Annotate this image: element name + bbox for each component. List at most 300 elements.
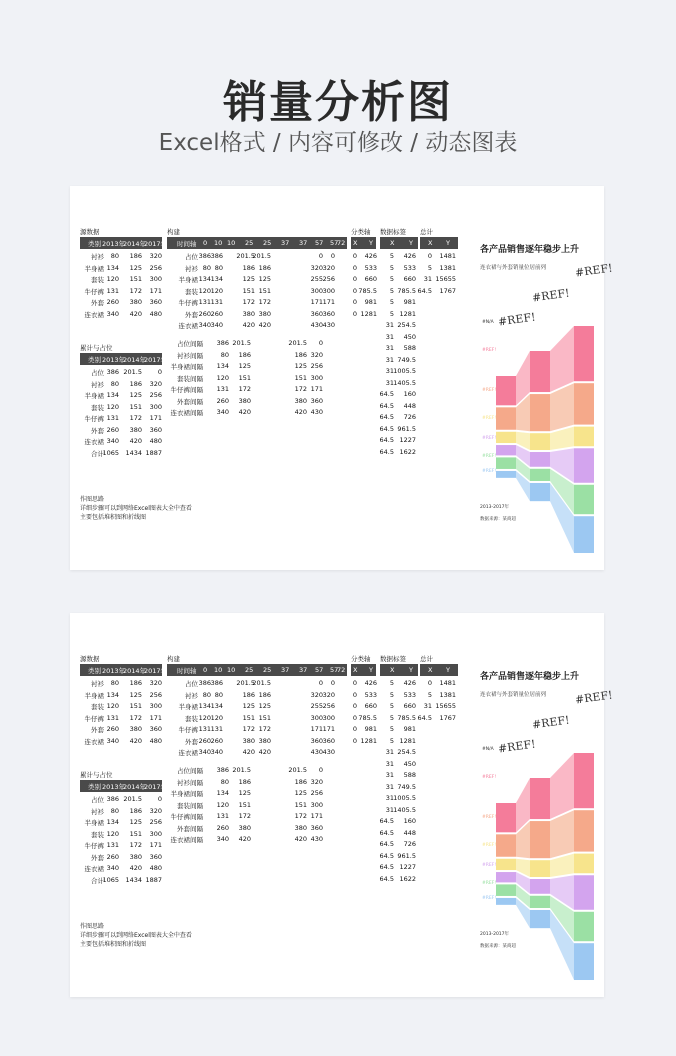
hero-subtitle: Excel格式 / 内容可修改 / 动态图表 [158,130,518,156]
lab-table-cell: 254.5 [397,321,416,329]
acc-table-cell: 外套 [91,853,104,862]
lab-table-cell: 726 [403,413,416,421]
tot-table-cell: 0 [427,679,432,687]
build-table-cell: 171 [322,725,335,733]
lab-table-cell: 64.5 [379,424,394,433]
src-table-cell: 420 [129,736,142,745]
build-table-cell: 380 [258,309,271,318]
acc-table-cell: 1887 [145,448,162,457]
src-table-cell: 260 [106,725,119,733]
bar-套装 [574,875,594,910]
src-table-cell: 套装 [91,703,104,711]
gap-table-cell: 172 [294,385,307,393]
build-table-cell: 0 [330,252,335,260]
build-header-cell: 0 [203,239,208,247]
src-table-cell: 134 [106,263,119,272]
bar-半身裙 [530,469,550,481]
build-header-cell: 37 [281,239,290,247]
div-header-cell: X [353,239,358,247]
gap-table-cell: 134 [216,362,229,370]
build-header-cell: 72 [337,239,346,247]
acc-table-cell: 134 [106,818,119,826]
tot-header-cell: X [428,239,433,247]
bar-半身裙 [496,884,516,896]
src-header [80,237,168,249]
src-table-cell: 340 [106,309,119,318]
acc-table-cell: 360 [149,425,162,434]
acc-table-cell: 260 [106,852,119,861]
div-header [351,237,376,249]
lab-table-cell: 785.5 [397,286,416,295]
build-table-cell: 360 [322,736,335,745]
src-table-cell: 186 [129,252,142,260]
acc-table-cell: 172 [129,841,142,849]
gap-table-cell: 380 [294,396,307,405]
gap-table-cell: 260 [216,396,229,405]
gap-table-cell: 125 [238,362,251,370]
build-table-cell: 300 [310,286,323,295]
src-table-cell: 80 [110,252,119,260]
note-line: 作图思路 [80,923,105,930]
side-label: #REF! [482,469,497,474]
lab-table-cell: 31 [385,748,394,756]
acc-table-cell: 134 [106,391,119,399]
gap-table-cell: 80 [220,777,229,786]
gap-table-cell: 外套间隔 [177,397,203,406]
build-table-cell: 172 [258,725,271,733]
build-table-cell: 300 [322,286,335,295]
bar-半身裙 [574,485,594,514]
acc-table-cell: 320 [149,379,162,388]
bar-套装 [496,445,516,455]
build-table-cell: 0 [330,679,335,687]
acc-table-cell: 172 [129,414,142,422]
bar-外套 [574,383,594,424]
bar-套装 [530,452,550,467]
acc-header-cell: 2017年 [144,356,168,364]
acc-table-cell: 201.5 [123,795,142,803]
bar-连衣裙 [574,326,594,381]
lab-table-cell: 448 [403,828,416,837]
build-table-cell: 340 [210,748,223,756]
lab-table-cell: 64.5 [379,390,394,398]
acc-table-cell: 171 [149,841,162,849]
src-header-cell: 类别 [88,667,101,675]
build-table-cell: 420 [242,748,255,756]
gap-table-cell: 131 [216,385,229,393]
lab-table-cell: 31 [385,344,394,352]
tot-table-cell: 1381 [439,263,456,272]
build-table-cell: 186 [242,690,255,699]
lab-table-cell: 981 [403,298,416,306]
tot-table-cell: 1767 [439,713,456,722]
gap-table-cell: 201.5 [288,766,307,774]
src-header-cell: 2014年 [123,240,147,248]
gap-table-cell: 半身裙间隔 [170,790,203,798]
src-table-cell: 480 [149,309,162,318]
build-table-cell: 430 [310,748,323,756]
build-header-cell: 57 [315,239,324,247]
acc-table-cell: 外套 [91,426,104,435]
gap-table-cell: 420 [238,408,251,416]
side-label-top: #N/A [482,320,494,325]
acc-header-cell: 类别 [88,783,101,791]
build-table-cell: 386 [198,679,211,687]
build-header-cell: 37 [281,666,290,674]
note-line: 详细步骤可以到网络Excel图表大全中查看 [80,505,192,512]
src-table-cell: 260 [106,298,119,306]
acc-table-cell: 386 [106,368,119,376]
src-table-cell: 134 [106,690,119,699]
lab-table-cell: 1227 [399,436,416,444]
lab-table-cell: 31 [385,771,394,779]
lab-header [380,237,418,249]
build-header-cell: 时间轴 [177,240,197,248]
acc-table-cell: 0 [157,795,162,803]
build-table-cell: 134 [198,702,211,710]
build-table-cell: 340 [210,321,223,329]
build-table-cell: 186 [242,263,255,272]
chart-subtitle: 连衣裙与外套销量位居前列 [480,692,547,698]
bar-外套 [530,821,550,858]
acc-table-cell: 171 [149,414,162,422]
src-table-cell: 172 [129,713,142,722]
bar-衬衫 [530,910,550,928]
tot-header [420,237,458,249]
div-label: 分类轴 [351,228,371,236]
bar-半身裙 [530,896,550,908]
lab-table-cell: 254.5 [397,748,416,756]
lab-table-cell: 31 [385,759,394,768]
tot-table-cell: 15655 [435,702,456,710]
acc-table-cell: 占位 [91,796,104,804]
src-table-cell: 衬衫 [91,680,104,688]
lab-table-cell: 660 [403,275,416,283]
src-table-cell: 256 [149,690,162,699]
bar-牛仔裤 [530,860,550,877]
gap-table-cell: 360 [310,823,323,832]
build-table-cell: 201.5 [252,679,271,687]
tot-table-cell: 31 [423,275,432,283]
src-table-cell: 340 [106,736,119,745]
gap-table-cell: 186 [238,777,251,786]
acc-table-cell: 131 [106,841,119,849]
bar-外套 [574,810,594,851]
build-table-cell: 134 [198,275,211,283]
chart-title: 各产品销售逐年稳步上升 [480,672,580,682]
src-table-cell: 套装 [91,276,104,284]
gap-table-cell: 牛仔裤间隔 [170,386,203,394]
bar-牛仔裤 [574,854,594,874]
src-table-cell: 牛仔裤 [84,287,104,296]
build-table-cell: 300 [322,713,335,722]
build-table-cell: 外套 [185,310,198,319]
bar-外套 [496,834,516,856]
src-table-cell: 80 [110,679,119,687]
gap-table-cell: 80 [220,350,229,359]
build-table-cell: 衬衫 [185,264,198,273]
build-table-cell: 80 [202,263,211,272]
acc-table-cell: 0 [157,368,162,376]
build-table-cell: 386 [198,252,211,260]
build-table-cell: 151 [242,286,255,295]
build-table-cell: 171 [310,725,323,733]
src-header-cell: 2013年 [102,667,126,675]
bar-外套 [530,394,550,431]
acc-table-cell: 牛仔裤 [84,842,104,850]
lab-label: 数据标签 [380,655,406,663]
preview-card-2 [70,613,614,997]
build-header-cell: 25 [245,666,254,674]
acc-table-cell: 衬衫 [91,380,104,389]
build-table-cell: 320 [322,263,335,272]
acc-header-cell: 2014年 [123,783,147,791]
div-table-cell: 0 [352,702,357,710]
note-line: 主要包括堆积图和折线图 [80,514,147,521]
build-table-cell: 172 [242,725,255,733]
note-line: 详细步骤可以到网络Excel图表大全中查看 [80,932,192,939]
src-table-cell: 120 [106,275,119,283]
build-table-cell: 套装 [185,714,198,723]
acc-table-cell: 300 [149,829,162,838]
bar-连衣裙 [496,376,516,405]
gap-table-cell: 151 [294,373,307,382]
div-table-cell: 981 [364,298,377,306]
acc-table-cell: 牛仔裤 [84,415,104,423]
bar-牛仔裤 [530,433,550,450]
build-table-cell: 连衣裙 [178,749,198,757]
chart-subtitle: 连衣裙与外套销量位居前列 [480,265,547,271]
lab-table-cell: 533 [403,690,416,699]
build-table-cell: 80 [214,690,223,699]
gap-table-cell: 320 [310,350,323,359]
build-table-cell: 386 [210,252,223,260]
div-table-cell: 785.5 [358,713,377,722]
lab-table-cell: 64.5 [379,874,394,883]
gap-table-cell: 256 [310,362,323,370]
div-header-cell: Y [369,239,373,247]
gap-table-cell: 201.5 [232,339,251,347]
build-table-cell: 186 [258,690,271,699]
lab-table-cell: 1622 [399,874,416,883]
tot-table-cell: 1381 [439,690,456,699]
acc-table-cell: 连衣裙 [84,865,104,873]
build-table-cell: 260 [198,736,211,745]
build-header-cell: 时间轴 [177,667,197,675]
div-table-cell: 0 [352,690,357,699]
ref-label: #REF! [497,310,537,329]
div-header [351,664,376,676]
build-header-cell: 25 [245,239,254,247]
bar-衬衫 [530,483,550,501]
acc-table-cell: 合计 [91,876,104,885]
side-label: #REF! [482,454,497,459]
chart-footer-source: 数据来源：某商超 [480,944,516,949]
acc-header-cell: 2013年 [102,783,126,791]
build-table-cell: 320 [322,690,335,699]
acc-table-cell: 320 [149,806,162,815]
build-table-cell: 320 [310,263,323,272]
acc-table-cell: 151 [129,402,142,411]
acc-header [80,353,168,365]
acc-header [80,780,168,792]
gap-table-cell: 衬衫间隔 [177,351,203,360]
src-table-cell: 256 [149,263,162,272]
chart-footer-years: 2013-2017年 [480,932,510,937]
acc-table-cell: 120 [106,402,119,411]
acc-label: 累计与占位 [80,344,113,352]
gap-table-cell: 420 [294,835,307,843]
acc-header-cell: 2013年 [102,356,126,364]
side-label: #REF! [482,348,497,353]
src-table-cell: 360 [149,725,162,733]
src-table-cell: 300 [149,275,162,283]
build-table-cell: 134 [210,275,223,283]
lab-table-cell: 5 [389,252,394,260]
note-line: 作图思路 [80,496,105,503]
acc-table-cell: 套装 [91,403,104,412]
gap-table-cell: 320 [310,777,323,786]
lab-table-cell: 160 [403,817,416,825]
build-table-cell: 420 [258,321,271,329]
acc-table-cell: 半身裙 [84,392,104,400]
gap-table-cell: 420 [238,835,251,843]
bar-外套 [496,407,516,429]
build-table-cell: 80 [214,263,223,272]
tot-table-cell: 5 [427,263,432,272]
lab-table-cell: 31 [385,794,394,802]
lab-table-cell: 5 [389,286,394,295]
tot-table-cell: 31 [423,702,432,710]
lab-table-cell: 5 [389,713,394,722]
lab-table-cell: 31 [385,378,394,387]
lab-table-cell: 5 [389,690,394,699]
build-table-cell: 120 [210,286,223,295]
lab-table-cell: 31 [385,805,394,814]
chart-footer-source: 数据来源：某商超 [480,517,516,522]
acc-table-cell: 衬衫 [91,807,104,816]
build-table-cell: 201.5 [236,679,255,687]
lab-table-cell: 5 [389,298,394,306]
gap-table-cell: 186 [294,777,307,786]
ribbon-连衣裙 [550,753,574,819]
tot-label: 总计 [420,655,433,663]
acc-table-cell: 256 [149,818,162,826]
bar-衬衫 [496,471,516,478]
build-table-cell: 151 [242,713,255,722]
build-table-cell: 131 [210,298,223,306]
build-table-cell: 120 [210,713,223,722]
gap-table-cell: 171 [310,385,323,393]
build-header-cell: 57 [330,239,339,247]
build-table-cell: 380 [242,736,255,745]
src-table-cell: 320 [149,679,162,687]
gap-table-cell: 0 [318,339,323,347]
src-table-cell: 120 [106,702,119,710]
gap-table-cell: 340 [216,835,229,843]
side-label: #REF! [482,436,497,441]
lab-table-cell: 660 [403,702,416,710]
lab-table-cell: 31 [385,332,394,341]
lab-table-cell: 726 [403,840,416,848]
src-label: 源数据 [80,655,100,663]
acc-table-cell: 131 [106,414,119,422]
acc-table-cell: 1887 [145,875,162,884]
bar-牛仔裤 [496,859,516,870]
src-table-cell: 连衣裙 [84,310,104,319]
lab-table-cell: 981 [403,725,416,733]
gap-table-cell: 386 [216,339,229,347]
src-table-cell: 151 [129,702,142,710]
div-table-cell: 0 [352,713,357,722]
build-table-cell: 125 [258,702,271,710]
build-table-cell: 131 [198,298,211,306]
acc-table-cell: 1065 [102,875,119,884]
src-table-cell: 300 [149,702,162,710]
side-label: #REF! [482,416,497,421]
div-table-cell: 0 [352,736,357,745]
div-table-cell: 533 [364,690,377,699]
src-table-cell: 外套 [91,726,104,734]
acc-table-cell: 套装 [91,830,104,839]
src-table-cell: 牛仔裤 [84,714,104,723]
gap-table-cell: 201.5 [232,766,251,774]
lab-table-cell: 64.5 [379,828,394,837]
acc-table-cell: 186 [129,806,142,815]
build-table-cell: 201.5 [236,252,255,260]
gap-table-cell: 430 [310,408,323,416]
gap-table-cell: 衬衫间隔 [177,778,203,787]
gap-table-cell: 连衣裙间隔 [170,409,203,417]
div-table-cell: 0 [352,275,357,283]
build-table-cell: 151 [258,713,271,722]
tot-header [420,664,458,676]
build-header [167,664,347,676]
build-table-cell: 套装 [185,287,198,296]
build-header-cell: 37 [299,239,308,247]
ref-label: #REF! [531,286,571,305]
gap-table-cell: 300 [310,373,323,382]
build-table-cell: 牛仔裤 [178,299,198,307]
build-header [167,237,347,249]
acc-table-cell: 120 [106,829,119,838]
bar-连衣裙 [530,778,550,819]
note-line: 主要包括堆积图和折线图 [80,941,147,948]
hero-title: 销量分析图 [223,77,453,128]
build-header-cell: 10 [214,666,223,674]
chart-title: 各产品销售逐年稳步上升 [480,245,580,255]
side-label-top: #N/A [482,747,494,752]
lab-table-cell: 1005.5 [393,367,416,375]
gap-table-cell: 172 [238,812,251,820]
lab-table-cell: 448 [403,401,416,410]
lab-header-cell: X [390,666,395,674]
side-label: #REF! [482,775,497,780]
bar-衬衫 [496,898,516,905]
acc-label: 累计与占位 [80,771,113,779]
build-table-cell: 380 [258,736,271,745]
lab-table-cell: 5 [389,263,394,272]
gap-table-cell: 151 [294,800,307,809]
lab-table-cell: 64.5 [379,447,394,456]
lab-table-cell: 533 [403,263,416,272]
build-table-cell: 占位 [185,680,198,688]
chart-footer-years: 2013-2017年 [480,505,510,510]
build-table-cell: 131 [210,725,223,733]
build-label: 构建 [167,228,180,236]
src-table-cell: 171 [149,286,162,295]
gap-table-cell: 牛仔裤间隔 [170,813,203,821]
